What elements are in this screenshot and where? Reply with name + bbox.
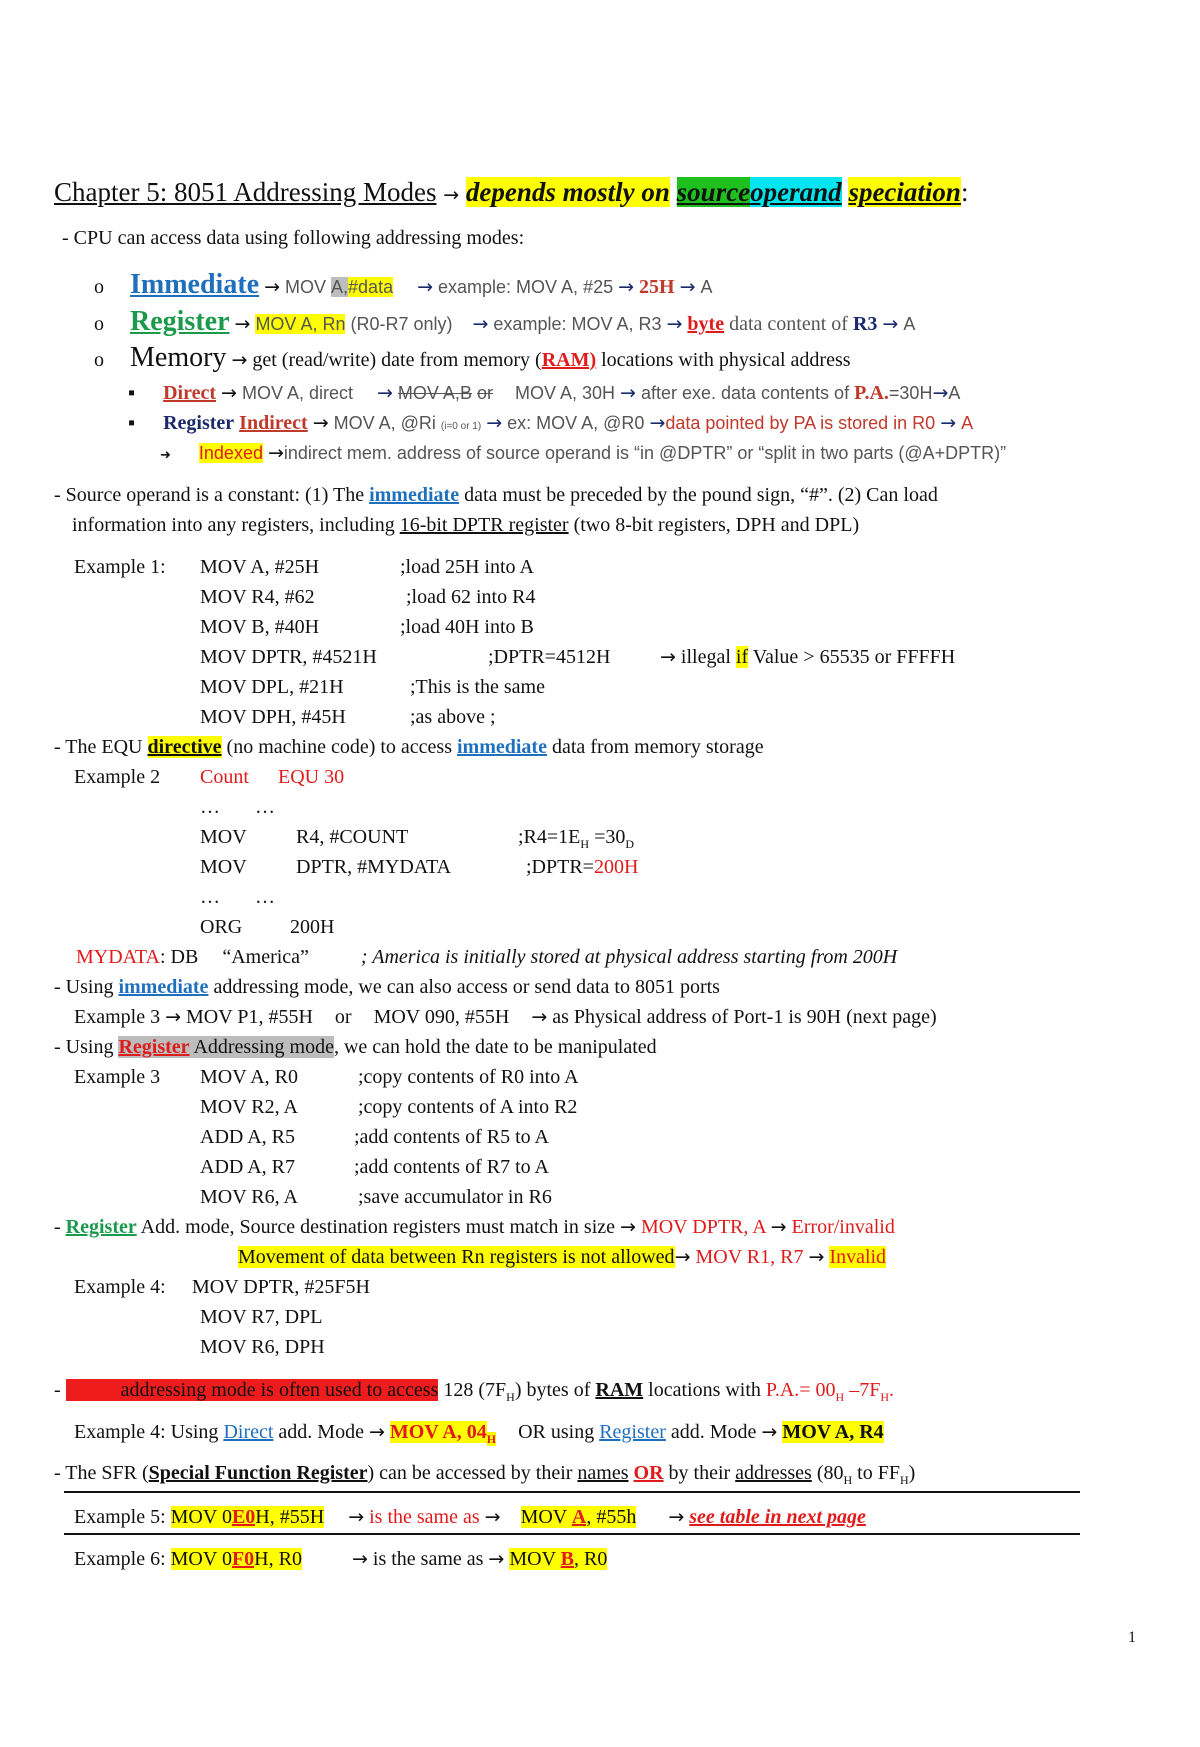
register-label: Register bbox=[130, 306, 230, 337]
ra-error: Error/invalid bbox=[791, 1216, 895, 1238]
e4b-direct: Direct bbox=[223, 1421, 274, 1443]
ellipsis: … bbox=[200, 886, 220, 908]
movement-line bbox=[238, 1245, 886, 1269]
e6-m4: , R0 bbox=[574, 1548, 608, 1570]
square-bullet-icon: ▪ bbox=[128, 382, 136, 404]
code-comment bbox=[526, 855, 638, 879]
imm-dest: A bbox=[700, 277, 713, 297]
example2-label: Example 2 bbox=[74, 766, 161, 788]
sfr-or: OR bbox=[633, 1462, 664, 1484]
reg-content: data content of bbox=[729, 313, 848, 335]
e6-b: B bbox=[560, 1548, 574, 1570]
example1-label: Example 1: bbox=[74, 556, 166, 578]
ra-mov2: MOV R1, R7 bbox=[695, 1246, 804, 1268]
ur-p2: , we can hold the date to be manipulated bbox=[333, 1036, 657, 1058]
c2-red: 200H bbox=[593, 856, 639, 878]
arrow-icon: → bbox=[486, 412, 503, 434]
mode-memory bbox=[94, 342, 851, 373]
arrow-icon: → bbox=[679, 276, 696, 298]
code-line: MOV B, #40H bbox=[200, 616, 320, 638]
direct-label: Direct bbox=[163, 382, 217, 404]
arrow-icon: → bbox=[351, 1548, 368, 1570]
arrow-icon: → bbox=[377, 382, 393, 404]
arrow-icon: → bbox=[761, 1421, 778, 1443]
ex3-code2: MOV 090, #55H bbox=[373, 1006, 510, 1028]
page-title bbox=[54, 176, 968, 211]
dm-p2: 128 (7F bbox=[443, 1379, 507, 1401]
bullet-icon: o bbox=[94, 349, 104, 371]
sfr-name: Special Function Register bbox=[148, 1462, 368, 1484]
bullet-icon: o bbox=[94, 276, 104, 298]
dm-dot: . bbox=[889, 1379, 895, 1401]
code-line: MOV DPTR, #25F5H bbox=[192, 1276, 370, 1298]
db-text: : DB bbox=[159, 946, 199, 968]
code-comment: ;add contents of R7 to A bbox=[354, 1156, 549, 1178]
using-immediate-line bbox=[54, 975, 720, 999]
ra-mov: MOV DPTR, A bbox=[640, 1216, 766, 1238]
arrow-icon: → bbox=[221, 382, 237, 404]
e5-m3: MOV bbox=[520, 1506, 567, 1528]
arrow-icon: → bbox=[618, 276, 635, 298]
ri-dest: A bbox=[961, 413, 974, 433]
imm-mov: MOV bbox=[285, 277, 327, 297]
code-org-value: 200H bbox=[290, 916, 335, 938]
ellipsis: … bbox=[255, 886, 275, 908]
src-l2b: (two 8-bit registers, DPH and DPL) bbox=[573, 514, 860, 536]
ex3-text: as Physical address of Port-1 is 90H (next page) bbox=[552, 1006, 937, 1028]
code-comment: ;load 40H into B bbox=[400, 616, 534, 638]
e4b-sub: H bbox=[486, 1432, 497, 1446]
sfr-p5: to FF bbox=[852, 1462, 900, 1484]
code-comment bbox=[518, 825, 634, 856]
divider bbox=[64, 1533, 1080, 1535]
title-colon: : bbox=[960, 177, 969, 207]
indexed-text: indirect mem. address of source operand is “in @DPTR” or “split in two parts (@A+DPTR)” bbox=[283, 443, 1007, 463]
equ-directive: directive bbox=[147, 736, 222, 758]
reg-byte: byte bbox=[687, 313, 725, 335]
src-p2: data must be preceded by the pound sign, “#”. (2) Can load bbox=[464, 484, 938, 506]
arrow-icon: → bbox=[312, 412, 329, 434]
arrow-icon: → bbox=[668, 1506, 685, 1528]
ra-dash: - bbox=[54, 1216, 61, 1238]
equ-immediate: immediate bbox=[457, 736, 547, 758]
example3a-line bbox=[74, 1005, 937, 1029]
code-line: MOV R6, A bbox=[200, 1186, 298, 1208]
reg-r3: R3 bbox=[852, 313, 878, 335]
code-line: MOV DPH, #45H bbox=[200, 706, 346, 728]
page-number: 1 bbox=[1128, 1629, 1136, 1646]
imm-data: #data bbox=[348, 277, 394, 297]
count-equ: EQU 30 bbox=[278, 766, 345, 788]
bullet-icon: o bbox=[94, 313, 104, 335]
arrow-icon: → bbox=[267, 442, 284, 464]
divider bbox=[64, 1491, 1080, 1493]
square-bullet-icon: ▪ bbox=[128, 412, 136, 434]
ri-sub: (i=0 or 1) bbox=[440, 421, 482, 432]
code-mov: MOV bbox=[200, 826, 247, 848]
arrow-icon: → bbox=[882, 313, 899, 335]
arrow-icon: → bbox=[770, 1216, 787, 1238]
arrow-icon: → bbox=[488, 1548, 505, 1570]
direct-strike: MOV A,B bbox=[397, 383, 472, 403]
e6-same: is the same as bbox=[372, 1548, 484, 1570]
ellipsis: … bbox=[200, 796, 220, 818]
ri-ex: ex: MOV A, @R0 bbox=[507, 413, 645, 433]
e4b-p2: add. Mode bbox=[670, 1421, 757, 1443]
e4b-or: OR using bbox=[518, 1421, 595, 1443]
ur-mode: Addressing mode bbox=[193, 1036, 334, 1058]
illegal-note bbox=[660, 645, 955, 669]
direct-mov: MOV A, direct bbox=[241, 383, 353, 403]
sfr-p4: (80 bbox=[816, 1462, 844, 1484]
america-note: ; America is initially stored at physical address starting from 200H bbox=[360, 946, 898, 968]
title-operand: operand bbox=[750, 177, 842, 207]
reg-only: (R0-R7 only) bbox=[350, 314, 453, 334]
sfr-addresses: addresses bbox=[735, 1462, 812, 1484]
imm-a: A, bbox=[331, 277, 349, 297]
code-line: MOV A, R0 bbox=[200, 1066, 298, 1088]
sfr-p6: ) bbox=[908, 1462, 916, 1484]
dm-p4: locations with bbox=[648, 1379, 761, 1401]
ellipsis: … bbox=[255, 796, 275, 818]
arrow-icon: → bbox=[484, 1506, 501, 1528]
mode-register bbox=[94, 306, 916, 337]
src-const-line1 bbox=[54, 483, 938, 507]
e5-see: see table in next page bbox=[689, 1506, 866, 1528]
reg-dest: A bbox=[903, 314, 916, 334]
arrow-icon: → bbox=[940, 412, 957, 434]
arrow-icon: → bbox=[472, 313, 489, 335]
example4b-line bbox=[74, 1420, 884, 1451]
arrow-icon: → bbox=[234, 313, 251, 335]
code-line: MOV DPL, #21H bbox=[200, 676, 344, 698]
example3b-label: Example 3 bbox=[74, 1066, 161, 1088]
ui-immediate: immediate bbox=[118, 976, 209, 998]
reg-example: example: MOV A, R3 bbox=[493, 314, 662, 334]
code-comment: ;load 25H into A bbox=[400, 556, 534, 578]
code-comment: ;copy contents of R0 into A bbox=[358, 1066, 579, 1088]
e6-f0: F0 bbox=[231, 1548, 255, 1570]
ur-p1: - Using bbox=[54, 1036, 114, 1058]
arrow-bullet-icon: ➜ bbox=[160, 448, 171, 463]
example4-label: Example 4: bbox=[74, 1276, 166, 1298]
mode-immediate bbox=[94, 269, 713, 300]
e6-m2: H, R0 bbox=[254, 1548, 302, 1570]
e5-m2: H, #55H bbox=[255, 1506, 325, 1528]
ui-p1: - Using bbox=[54, 976, 114, 998]
c1: ;R4=1E bbox=[518, 826, 581, 848]
sfr-line bbox=[54, 1461, 915, 1492]
arrow-icon: → bbox=[620, 1216, 636, 1238]
code-comment: ;save accumulator in R6 bbox=[358, 1186, 552, 1208]
ex3-label: Example 3 bbox=[74, 1006, 161, 1028]
title-depends: depends mostly on bbox=[465, 177, 670, 207]
direct-dest: A bbox=[948, 383, 961, 403]
reg-mov: MOV A, Rn bbox=[255, 314, 346, 334]
sfr-p2: ) can be accessed by their bbox=[367, 1462, 573, 1484]
arrow-icon: → bbox=[348, 1506, 365, 1528]
dm-dash: - bbox=[54, 1379, 61, 1401]
e4b-label: Example 4: Using bbox=[74, 1421, 219, 1443]
mem-p1: get (read/write) date from memory ( bbox=[252, 349, 542, 371]
dm-p1: addressing mode is often used to access bbox=[120, 1379, 439, 1401]
ra-register: Register bbox=[65, 1216, 137, 1238]
code-line: MOV R7, DPL bbox=[200, 1306, 323, 1328]
intro-line: - CPU can access data using following addressing modes: bbox=[62, 227, 525, 249]
example5-line bbox=[74, 1505, 866, 1529]
sfr-p3: by their bbox=[668, 1462, 731, 1484]
c2: ;DPTR= bbox=[526, 856, 594, 878]
dm-sub3: H bbox=[880, 1390, 890, 1404]
immediate-label: Immediate bbox=[130, 269, 260, 300]
value-text: Value > 65535 or FFFFH bbox=[752, 646, 956, 668]
src-dptr: 16-bit DPTR register bbox=[399, 514, 569, 536]
e6-label: Example 6: bbox=[74, 1548, 166, 1570]
memory-label: Memory bbox=[130, 342, 227, 373]
ex3-or: or bbox=[334, 1006, 352, 1028]
arrow-icon: → bbox=[660, 646, 676, 668]
sfr-p1: - The SFR ( bbox=[54, 1462, 149, 1484]
using-register-line bbox=[54, 1035, 657, 1059]
src-l2a: information into any registers, including bbox=[72, 514, 395, 536]
direct-ex: MOV A, 30H bbox=[514, 383, 616, 403]
mode-indexed bbox=[160, 441, 1006, 468]
equ-p1: - The EQU bbox=[54, 736, 143, 758]
ra-p1: Add. mode, Source destination registers must match in size bbox=[140, 1216, 616, 1238]
direct-after: after exe. data contents of bbox=[640, 383, 850, 403]
arrow-icon: → bbox=[417, 276, 433, 298]
code-org: ORG bbox=[200, 916, 243, 938]
equ-p3: data from memory storage bbox=[551, 736, 764, 758]
direct-pa: P.A. bbox=[854, 382, 889, 404]
code-line: ADD A, R5 bbox=[200, 1126, 296, 1148]
sfr-sub1: H bbox=[843, 1473, 853, 1487]
e4b-p1: add. Mode bbox=[278, 1421, 364, 1443]
e5-m4: , #55h bbox=[586, 1506, 637, 1528]
arrow-icon: → bbox=[649, 412, 666, 434]
register-add-line bbox=[54, 1215, 895, 1239]
title-source: source bbox=[676, 177, 751, 207]
dm-p3: ) bytes of bbox=[514, 1379, 591, 1401]
ra-invalid: Invalid bbox=[829, 1246, 887, 1268]
dm-sub1: H bbox=[506, 1390, 515, 1404]
arrow-icon: → bbox=[264, 276, 280, 298]
code-line: MOV A, #25H bbox=[200, 556, 320, 578]
code-line: MOV R6, DPH bbox=[200, 1336, 325, 1358]
mode-direct bbox=[128, 381, 960, 405]
example6-line bbox=[74, 1547, 607, 1571]
chapter-heading: Chapter 5: 8051 Addressing Modes bbox=[54, 177, 437, 207]
e5-m1: MOV 0 bbox=[170, 1506, 232, 1528]
equ-p2: (no machine code) to access bbox=[226, 736, 452, 758]
src-immediate: immediate bbox=[369, 484, 460, 506]
ri-label-2: Indirect bbox=[239, 412, 308, 434]
code-ops: DPTR, #MYDATA bbox=[296, 856, 452, 878]
mem-ram: RAM) bbox=[541, 349, 597, 371]
sfr-names: names bbox=[577, 1462, 629, 1484]
code-comment: ;DPTR=4512H bbox=[488, 646, 611, 668]
ri-mov: MOV A, @Ri bbox=[333, 413, 436, 433]
code-comment: ;add contents of R5 to A bbox=[354, 1126, 549, 1148]
ri-label-1: Register bbox=[163, 412, 235, 434]
dm-direct: Direct bbox=[65, 1379, 116, 1401]
code-comment: ;copy contents of A into R2 bbox=[358, 1096, 578, 1118]
code-line: ADD A, R7 bbox=[200, 1156, 296, 1178]
e5-e0: E0 bbox=[231, 1506, 256, 1528]
direct-mode-line bbox=[54, 1378, 894, 1409]
mode-register-indirect bbox=[128, 411, 973, 439]
e4b-register: Register bbox=[599, 1421, 666, 1443]
c1-sub: H bbox=[580, 837, 590, 851]
ur-register: Register bbox=[118, 1036, 190, 1058]
arrow-icon: → bbox=[932, 382, 949, 404]
e5-same: is the same as bbox=[369, 1506, 480, 1528]
mydata-line bbox=[76, 945, 897, 969]
ra-movement: Movement of data between Rn registers is not allowed bbox=[238, 1246, 675, 1268]
arrow-icon: → bbox=[531, 1006, 548, 1028]
code-line: MOV DPTR, #4521H bbox=[200, 646, 377, 668]
e5-label: Example 5: bbox=[74, 1506, 166, 1528]
c1b: =30 bbox=[589, 826, 626, 848]
equ-line bbox=[54, 735, 764, 759]
code-comment: ;as above ; bbox=[410, 706, 496, 728]
imm-val: 25H bbox=[639, 276, 675, 298]
e6-m3: MOV bbox=[509, 1548, 556, 1570]
e4b-mov2: MOV A, R4 bbox=[782, 1421, 884, 1443]
sfr-sub2: H bbox=[899, 1473, 909, 1487]
direct-eq: =30H bbox=[888, 383, 933, 403]
code-line: MOV R2, A bbox=[200, 1096, 298, 1118]
arrow-icon: → bbox=[674, 1246, 691, 1268]
direct-or: or bbox=[476, 383, 493, 403]
count-label: Count bbox=[200, 766, 249, 788]
code-comment: ;This is the same bbox=[410, 676, 545, 698]
arrow-icon: → bbox=[368, 1421, 385, 1443]
arrow-icon: → bbox=[231, 349, 248, 371]
code-mov: MOV bbox=[200, 856, 247, 878]
america-text: “America” bbox=[222, 946, 309, 968]
mydata-label: MYDATA bbox=[76, 946, 160, 968]
ex3-code1: MOV P1, #55H bbox=[186, 1006, 313, 1028]
title-speciation: speciation bbox=[848, 177, 961, 207]
arrow-icon: → bbox=[165, 1006, 182, 1028]
ui-p2: addressing mode, we can also access or send data to 8051 ports bbox=[213, 976, 720, 998]
src-const-line2 bbox=[72, 513, 859, 537]
dm-pa: P.A.= 00 bbox=[765, 1379, 836, 1401]
arrow-icon: → bbox=[620, 382, 636, 404]
c1-sub2: D bbox=[625, 837, 635, 851]
src-p1: - Source operand is a constant: (1) The bbox=[54, 484, 365, 506]
e5-a: A bbox=[571, 1506, 587, 1528]
code-comment: ;load 62 into R4 bbox=[406, 586, 536, 608]
dm-ram: RAM bbox=[595, 1379, 644, 1401]
ri-pointed: data pointed by PA is stored in R0 bbox=[665, 413, 936, 433]
code-ops: R4, #COUNT bbox=[296, 826, 409, 848]
e6-m1: MOV 0 bbox=[170, 1548, 232, 1570]
arrow-icon: → bbox=[443, 184, 460, 206]
imm-example: example: MOV A, #25 bbox=[438, 277, 614, 297]
dm-pa2: –7F bbox=[844, 1379, 881, 1401]
arrow-icon: → bbox=[666, 313, 683, 335]
arrow-icon: → bbox=[808, 1246, 825, 1268]
indexed-label: Indexed bbox=[198, 443, 263, 463]
dm-sub2: H bbox=[835, 1390, 845, 1404]
e4b-mov: MOV A, 04 bbox=[389, 1421, 487, 1443]
code-line: MOV R4, #62 bbox=[200, 586, 315, 608]
illegal-text: illegal bbox=[680, 646, 731, 668]
mem-p2: locations with physical address bbox=[601, 349, 851, 371]
if-text: if bbox=[735, 646, 749, 668]
